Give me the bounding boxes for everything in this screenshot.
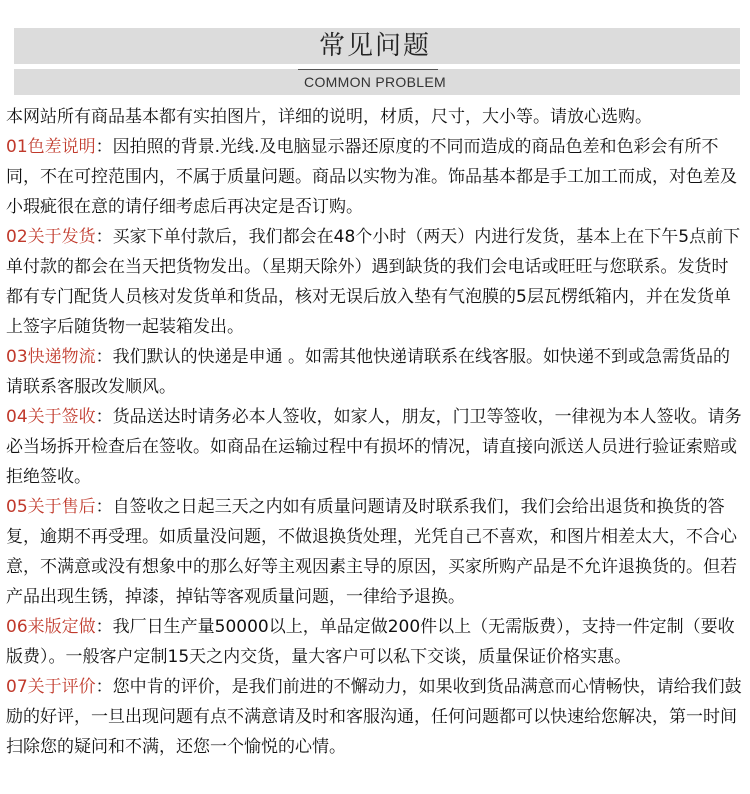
faq-text: ：我厂日生产量50000以上，单品定做200件以上（无需版费），支持一件定制（要收版费）。一般客户定制15天之内交货，量大客户可以私下交谈，质量保证价格实惠。 [6, 617, 735, 667]
faq-label: 01色差说明 [6, 137, 96, 157]
faq-item-signing [6, 402, 744, 492]
faq-item-custom-orders [6, 612, 744, 672]
faq-label: 03快递物流 [6, 347, 96, 367]
faq-label: 06来版定做 [6, 617, 96, 637]
faq-content [0, 102, 750, 762]
faq-item-shipping [6, 222, 744, 342]
faq-label: 04关于签收 [6, 407, 96, 427]
faq-text: ：我们默认的快递是申通 。如需其他快递请联系在线客服。如快递不到或急需货品的请联系客服改发顺风。 [6, 347, 731, 397]
faq-text: ：因拍照的背景.光线.及电脑显示器还原度的不同而造成的商品色差和色彩会有所不同，不在可控范围内，不属于质量问题。商品以实物为准。饰品基本都是手工加工而成，对色差及小瑕疵很在意的请仔细考虑后再决定是否订购。 [6, 137, 737, 217]
faq-item-after-sales [6, 492, 744, 612]
faq-text: ：买家下单付款后，我们都会在48个小时（两天）内进行发货，基本上在下午5点前下单付款的都会在当天把货物发出。（星期天除外）遇到缺货的我们会电话或旺旺与您联系。发货时都有专门配货人员核对发货单和货品，核对无误后放入垫有气泡膜的5层瓦楞纸箱内，并在发货单上签字后随货物一起装箱发出。 [6, 227, 741, 337]
page-subtitle: COMMON PROBLEM [304, 74, 446, 90]
intro-paragraph: 本网站所有商品基本都有实拍图片，详细的说明，材质，尺寸，大小等。请放心选购。 [6, 107, 652, 127]
faq-label: 07关于评价 [6, 677, 96, 697]
faq-text: ：您中肯的评价，是我们前进的不懈动力，如果收到货品满意而心情畅快，请给我们鼓励的好评，一旦出现问题有点不满意请及时和客服沟通，任何问题都可以快速给您解决，第一时间扫除您的疑问和不满，还您一个愉悦的心情。 [6, 677, 742, 757]
faq-label: 02关于发货 [6, 227, 96, 247]
page-title: 常见问题 [318, 31, 431, 61]
faq-item-reviews [6, 672, 744, 762]
faq-label: 05关于售后 [6, 497, 96, 517]
faq-item-color-difference [6, 132, 744, 222]
faq-item-courier [6, 342, 744, 402]
faq-text: ：货品送达时请务必本人签收，如家人，朋友，门卫等签收，一律视为本人签收。请务必当场拆开检查后在签收。如商品在运输过程中有损坏的情况，请直接向派送人员进行验证索赔或拒绝签收。 [6, 407, 742, 487]
faq-text: ：自签收之日起三天之内如有质量问题请及时联系我们，我们会给出退货和换货的答复，逾期不再受理。如质量没问题，不做退换货处理，光凭自己不喜欢，和图片相差太大，不合心意，不满意或没有想象中的那么好等主观因素主导的原因，买家所购产品是不允许退换货的。但若产品出现生锈，掉漆，掉钻等客观质量问题，一律给予退换。 [6, 497, 737, 607]
page-header [0, 0, 750, 100]
